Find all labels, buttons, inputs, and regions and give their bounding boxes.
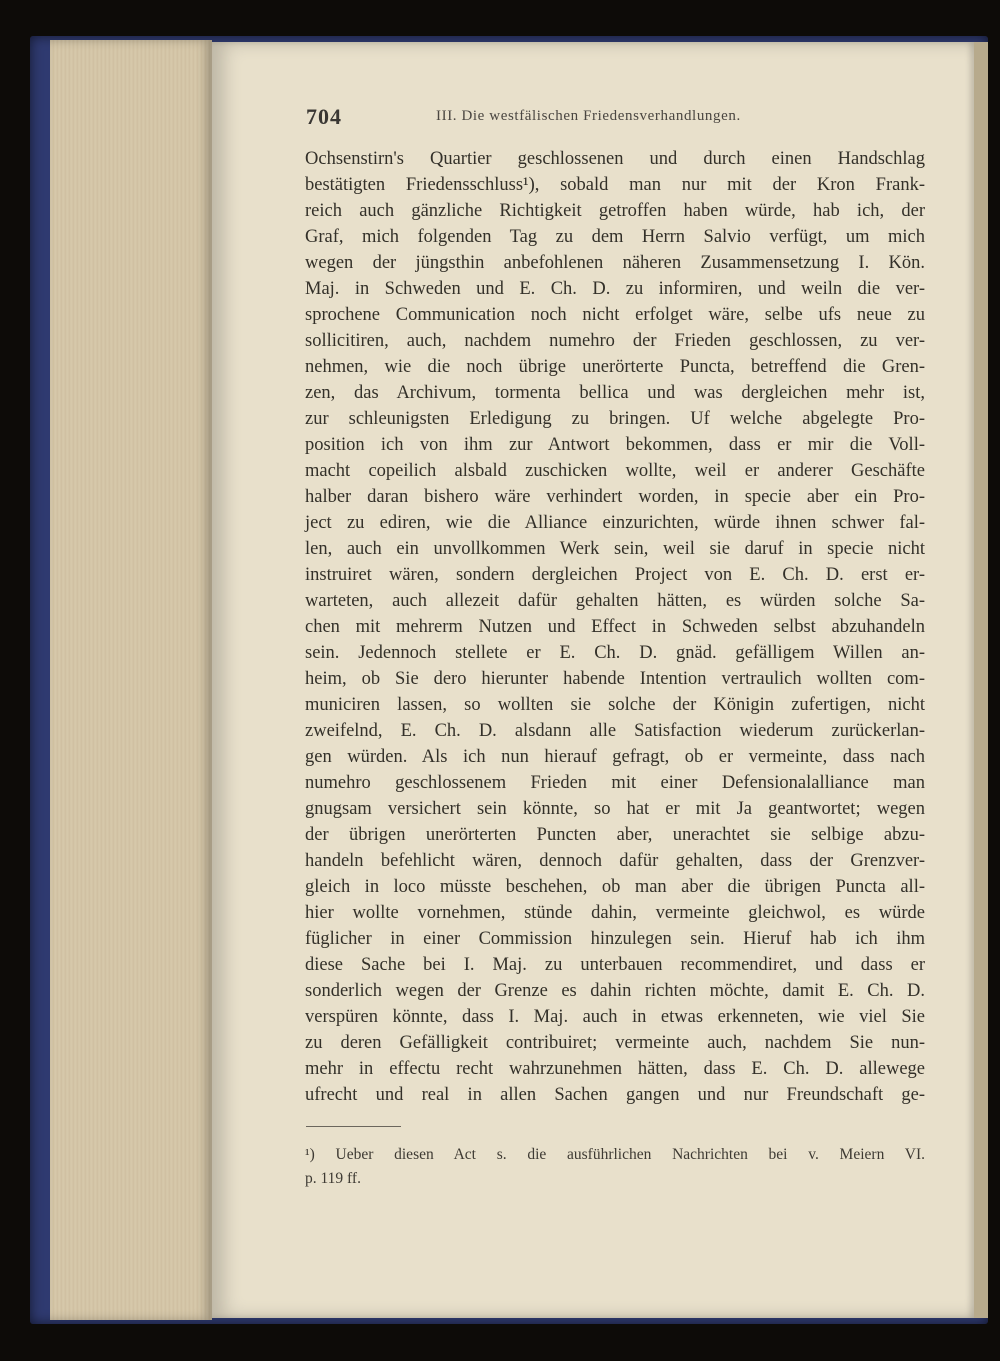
text-line: wegen der jüngsthin anbefohlenen näheren Zusammensetzung I. Kön.	[305, 253, 925, 273]
text-line: nehmen, wie die noch übrige unerörterte Puncta, betreffend die Gren-	[305, 357, 925, 377]
text-line: handeln befehlicht wären, dennoch dafür gehalten, dass der Grenzver-	[305, 851, 925, 871]
text-line: len, auch ein unvollkommen Werk sein, weil sie daruf in specie nicht	[305, 539, 925, 559]
text-line: zu deren Gefälligkeit contribuiret; vermeinte auch, nachdem Sie nun-	[305, 1033, 925, 1053]
text-line: zen, das Archivum, tormenta bellica und was dergleichen mehr ist,	[305, 383, 925, 403]
text-line: position ich von ihm zur Antwort bekommen, dass er mir die Voll-	[305, 435, 925, 455]
text-line: ufrecht und real in allen Sachen gangen und nur Freundschaft ge-	[305, 1085, 925, 1105]
text-line: sprochene Communication noch nicht erfolget wäre, selbe ufs neue zu	[305, 305, 925, 325]
text-line: verspüren könnte, dass I. Maj. auch in etwas erkenneten, wie viel Sie	[305, 1007, 925, 1027]
text-line: chen mit mehrerm Nutzen und Effect in Schweden selbst abzuhandeln	[305, 617, 925, 637]
footnote	[305, 1143, 925, 1191]
text-line: mehr in effectu recht wahrzunehmen hätten, dass E. Ch. D. allewege	[305, 1059, 925, 1079]
running-head: III. Die westfälischen Friedensverhandlungen.	[436, 108, 741, 124]
text-line: Maj. in Schweden und E. Ch. D. zu informiren, und weiln die ver-	[305, 279, 925, 299]
text-line: gen würden. Als ich nun hierauf gefragt, ob er vermeinte, dass nach	[305, 747, 925, 767]
text-line: sein. Jedennoch stellete er E. Ch. D. gnäd. gefälligem Willen an-	[305, 643, 925, 663]
page-header	[306, 104, 926, 134]
footnote-line: p. 119 ff.	[305, 1170, 361, 1187]
text-line: gnugsam versichert sein könnte, so hat er mit Ja geantwortet; wegen	[305, 799, 925, 819]
text-line: warteten, auch allezeit dafür gehalten hätten, es würden solche Sa-	[305, 591, 925, 611]
text-line: Ochsenstirn's Quartier geschlossenen und durch einen Handschlag	[305, 149, 925, 169]
page-block-edge	[50, 40, 212, 1320]
text-line: Graf, mich folgenden Tag zu dem Herrn Salvio verfügt, um mich	[305, 227, 925, 247]
text-line: macht copeilich alsbald zuschicken wollte, weil er anderer Geschäfte	[305, 461, 925, 481]
text-line: sollicitiren, auch, nachdem numehro der Frieden geschlossen, zu ver-	[305, 331, 925, 351]
text-line: halber daran bishero wäre verhindert worden, in specie aber ein Pro-	[305, 487, 925, 507]
text-line: municiren lassen, so wollten sie solche der Königin zufertigen, nicht	[305, 695, 925, 715]
text-line: zweifelnd, E. Ch. D. alsdann alle Satisfaction wiederum zurückerlan-	[305, 721, 925, 741]
text-line: diese Sache bei I. Maj. zu unterbauen recommendiret, und dass er	[305, 955, 925, 975]
page-number: 704	[306, 104, 342, 129]
footnote-line: ¹) Ueber diesen Act s. die ausführlichen Nachrichten bei v. Meiern VI.	[305, 1146, 925, 1163]
footnote-rule	[306, 1126, 401, 1127]
text-line: ject zu ediren, wie die Alliance einzurichten, würde ihnen schwer fal-	[305, 513, 925, 533]
text-line: gleich in loco müsste beschehen, ob man aber die übrigen Puncta all-	[305, 877, 925, 897]
body-text	[305, 146, 925, 1108]
text-line: bestätigten Friedensschluss¹), sobald man nur mit der Kron Frank-	[305, 175, 925, 195]
text-line: numehro geschlossenem Frieden mit einer Defensionalalliance man	[305, 773, 925, 793]
text-line: instruiret wären, sondern dergleichen Project von E. Ch. D. erst er-	[305, 565, 925, 585]
text-line: füglicher in einer Commission hinzulegen sein. Hieruf hab ich ihm	[305, 929, 925, 949]
text-line: sonderlich wegen der Grenze es dahin richten möchte, damit E. Ch. D.	[305, 981, 925, 1001]
text-line: zur schleunigsten Erledigung zu bringen. Uf welche abgelegte Pro-	[305, 409, 925, 429]
page-right-edge	[974, 42, 988, 1318]
text-line: heim, ob Sie dero hierunter habende Intention vertraulich wollten com-	[305, 669, 925, 689]
text-line: hier wollte vornehmen, stünde dahin, vermeinte gleichwol, es würde	[305, 903, 925, 923]
text-line: der übrigen unerörterten Puncten aber, unerachtet sie selbige abzu-	[305, 825, 925, 845]
text-line: reich auch gänzliche Richtigkeit getroffen haben würde, hab ich, der	[305, 201, 925, 221]
